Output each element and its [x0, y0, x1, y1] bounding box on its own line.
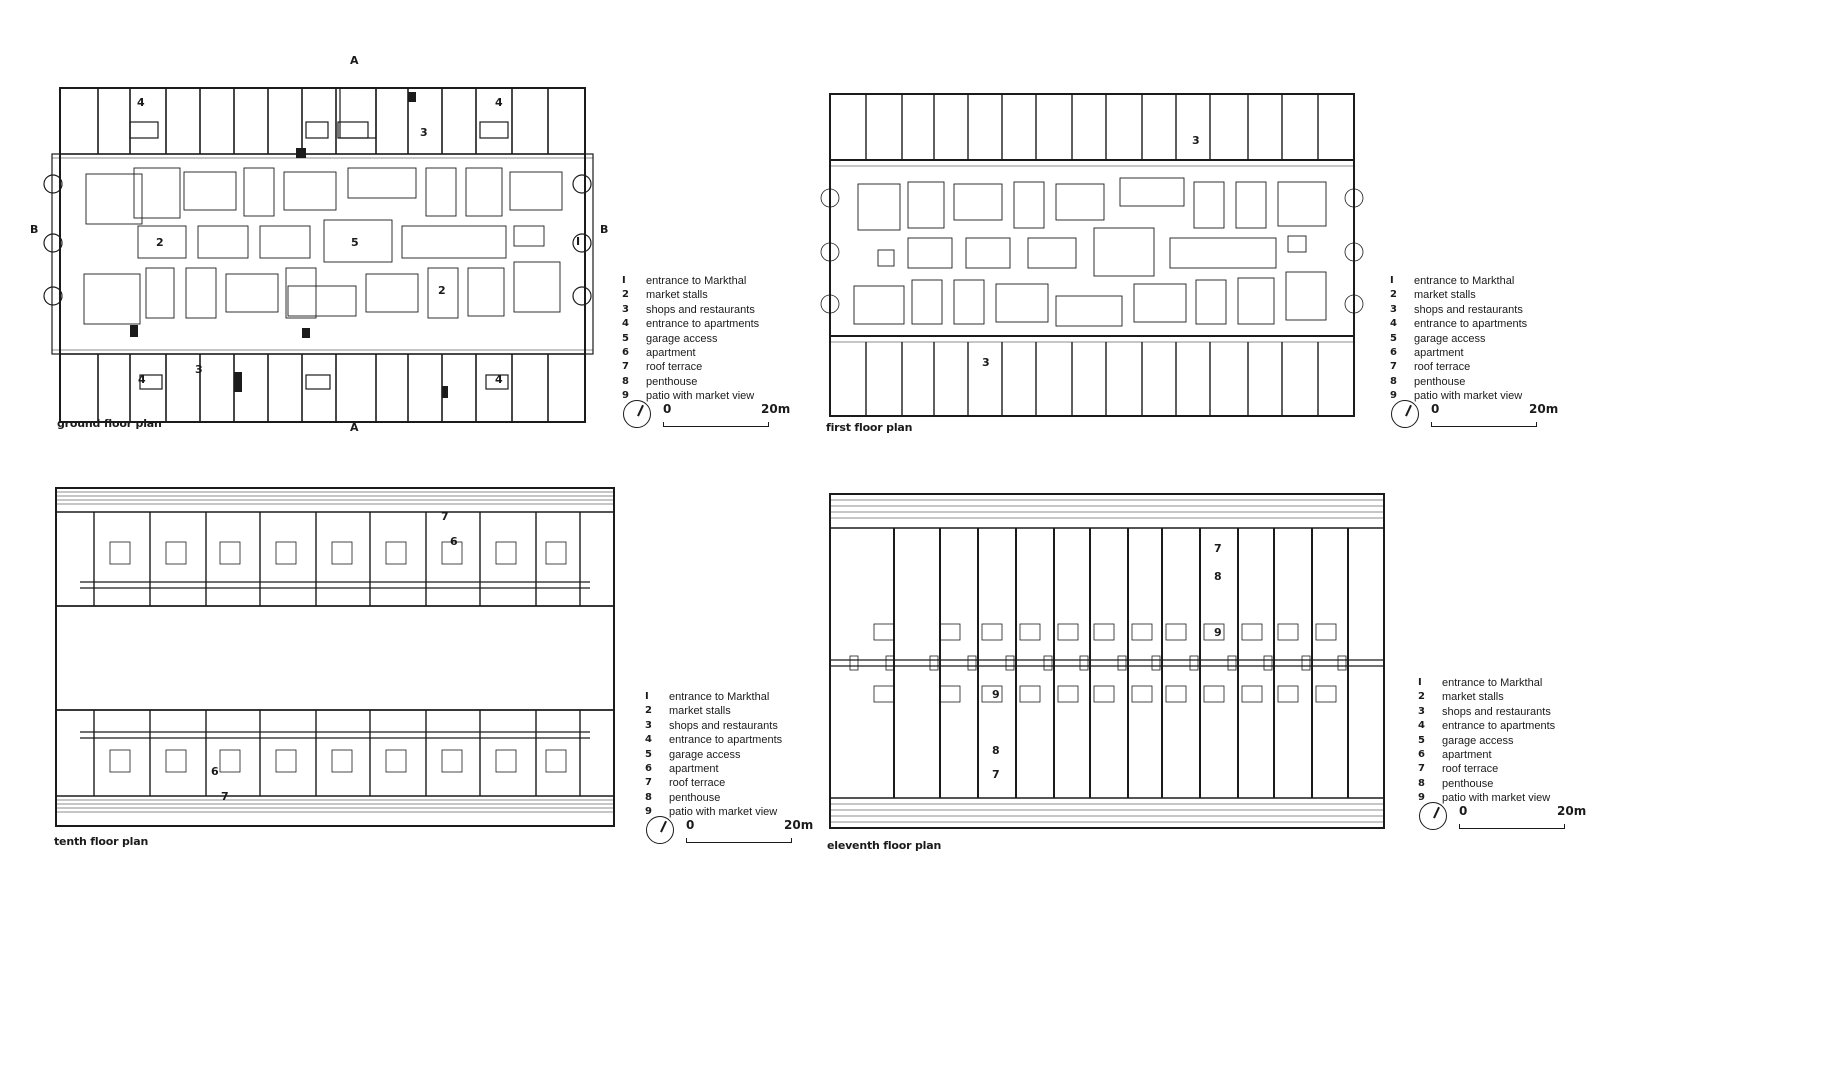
- legend-num: 6: [1390, 347, 1397, 359]
- legend-text: entrance to Markthal: [669, 691, 770, 703]
- legend-num: 7: [645, 777, 652, 789]
- legend-num: 5: [622, 332, 629, 344]
- legend-item: [645, 719, 782, 733]
- first-floor-title: first floor plan: [826, 421, 913, 434]
- legend-text: shops and restaurants: [1442, 705, 1551, 718]
- legend-num: 2: [1390, 289, 1397, 301]
- scale-tenth: [646, 816, 816, 856]
- legend-item: [1418, 690, 1555, 704]
- legend-text: roof terrace: [646, 361, 703, 374]
- tenth-floor-title: tenth floor plan: [54, 835, 149, 848]
- legend-num: 5: [645, 748, 652, 760]
- legend-item: [645, 704, 782, 718]
- legend-text: garage access: [1442, 734, 1514, 747]
- legend-text: garage access: [646, 332, 718, 345]
- legend-item: [622, 375, 759, 389]
- legend-num: 3: [645, 719, 652, 731]
- room-label: 8: [1214, 570, 1222, 583]
- legend-text: shops and restaurants: [1414, 303, 1523, 316]
- scale-bar: [686, 838, 792, 843]
- section-mark-b: B: [30, 223, 39, 236]
- section-mark-a: A: [350, 54, 359, 67]
- scale-max: 20m: [1557, 804, 1587, 818]
- legend-text: entrance to Markthal: [1414, 275, 1515, 287]
- room-label: 9: [992, 688, 1000, 701]
- legend-num: 7: [1390, 361, 1397, 373]
- legend-text: market stalls: [646, 289, 708, 302]
- room-label: 3: [982, 356, 990, 369]
- legend-text: garage access: [1414, 332, 1486, 345]
- legend-item: [1418, 777, 1555, 791]
- legend-text: apartment: [646, 347, 696, 360]
- legend-text: patio with market view: [1442, 792, 1551, 805]
- room-label: 7: [992, 768, 1000, 781]
- legend-num: 9: [645, 806, 652, 818]
- legend-text: penthouse: [646, 375, 698, 388]
- legend-item: [622, 360, 759, 374]
- legend-item: [1418, 762, 1555, 776]
- legend-num: 4: [622, 318, 629, 330]
- room-label: 3: [195, 363, 203, 376]
- legend-text: penthouse: [1442, 777, 1494, 790]
- room-label: I: [576, 235, 581, 248]
- legend-num: 3: [622, 303, 629, 315]
- legend-item: [1390, 360, 1527, 374]
- room-label: 9: [1214, 626, 1222, 639]
- scale-bar: [1431, 422, 1537, 427]
- legend-num: I: [1418, 677, 1422, 688]
- legend-num: 6: [1418, 749, 1425, 761]
- legend-item: [622, 274, 759, 288]
- legend-item: [645, 791, 782, 805]
- scale-zero: 0: [1431, 402, 1440, 416]
- legend-text: penthouse: [669, 791, 721, 804]
- legend-num: I: [622, 275, 626, 286]
- legend-text: patio with market view: [646, 390, 755, 403]
- legend-text: market stalls: [669, 705, 731, 718]
- legend-text: apartment: [1442, 749, 1492, 762]
- legend-item: [1418, 705, 1555, 719]
- scale-zero: 0: [663, 402, 672, 416]
- legend-num: 8: [1390, 375, 1397, 387]
- legend-text: roof terrace: [1442, 763, 1499, 776]
- north-arrow-icon: [623, 400, 651, 428]
- legend-text: entrance to apartments: [669, 734, 783, 747]
- legend-item: [1390, 332, 1527, 346]
- legend-text: garage access: [669, 748, 741, 761]
- legend-num: 7: [1418, 763, 1425, 775]
- legend-num: 6: [645, 763, 652, 775]
- legend-num: 4: [645, 734, 652, 746]
- scale-bar: [663, 422, 769, 427]
- legend-num: 8: [645, 791, 652, 803]
- ground-floor-title: ground floor plan: [57, 417, 162, 430]
- legend-text: shops and restaurants: [669, 719, 778, 732]
- legend-num: 9: [622, 390, 629, 402]
- legend-eleventh: [1418, 676, 1555, 806]
- legend-item: [1418, 676, 1555, 690]
- scale-ground: [623, 400, 793, 440]
- tenth-floor-plan-drawing: [50, 482, 630, 832]
- legend-item: [622, 346, 759, 360]
- legend-num: 9: [1418, 792, 1425, 804]
- north-arrow-icon: [1391, 400, 1419, 428]
- legend-item: [622, 332, 759, 346]
- room-label: 4: [137, 96, 145, 109]
- room-label: 4: [495, 96, 503, 109]
- legend-num: 5: [1390, 332, 1397, 344]
- scale-max: 20m: [761, 402, 791, 416]
- legend-num: 4: [1418, 720, 1425, 732]
- legend-num: I: [1390, 275, 1394, 286]
- scale-eleventh: [1419, 802, 1589, 842]
- legend-text: roof terrace: [1414, 361, 1471, 374]
- section-mark-a: A: [350, 421, 359, 434]
- north-arrow-icon: [646, 816, 674, 844]
- legend-num: 9: [1390, 390, 1397, 402]
- first-floor-plan-drawing: [816, 88, 1376, 428]
- room-label: 7: [221, 790, 229, 803]
- eleventh-floor-plan-drawing: [822, 488, 1392, 833]
- legend-text: shops and restaurants: [646, 303, 755, 316]
- legend-num: 8: [1418, 777, 1425, 789]
- legend-text: entrance to apartments: [1414, 318, 1528, 331]
- legend-num: 2: [645, 705, 652, 717]
- legend-text: entrance to Markthal: [1442, 677, 1543, 689]
- legend-item: [645, 733, 782, 747]
- room-label: 8: [992, 744, 1000, 757]
- legend-item: [1390, 346, 1527, 360]
- legend-item: [645, 690, 782, 704]
- scale-bar: [1459, 824, 1565, 829]
- room-label: 2: [438, 284, 446, 297]
- room-label: 4: [138, 373, 146, 386]
- legend-num: 4: [1390, 318, 1397, 330]
- legend-item: [1418, 734, 1555, 748]
- legend-item: [1390, 375, 1527, 389]
- legend-text: market stalls: [1414, 289, 1476, 302]
- legend-item: [1390, 288, 1527, 302]
- legend-text: penthouse: [1414, 375, 1466, 388]
- legend-num: 7: [622, 361, 629, 373]
- legend-num: 3: [1418, 705, 1425, 717]
- legend-ground: [622, 274, 759, 404]
- legend-text: patio with market view: [1414, 390, 1523, 403]
- legend-item: [645, 762, 782, 776]
- legend-item: [1390, 317, 1527, 331]
- legend-text: roof terrace: [669, 777, 726, 790]
- legend-item: [1390, 303, 1527, 317]
- legend-text: apartment: [1414, 347, 1464, 360]
- legend-item: [1418, 748, 1555, 762]
- legend-item: [1390, 274, 1527, 288]
- legend-text: patio with market view: [669, 806, 778, 819]
- legend-first: [1390, 274, 1527, 404]
- legend-text: apartment: [669, 763, 719, 776]
- legend-item: [1418, 719, 1555, 733]
- legend-num: I: [645, 691, 649, 702]
- legend-text: entrance to apartments: [1442, 720, 1556, 733]
- legend-num: 2: [1418, 691, 1425, 703]
- legend-item: [622, 317, 759, 331]
- legend-num: 3: [1390, 303, 1397, 315]
- legend-num: 8: [622, 375, 629, 387]
- legend-text: entrance to apartments: [646, 318, 760, 331]
- eleventh-floor-title: eleventh floor plan: [827, 839, 942, 852]
- legend-text: market stalls: [1442, 691, 1504, 704]
- room-label: 5: [351, 236, 359, 249]
- room-label: 7: [1214, 542, 1222, 555]
- legend-num: 5: [1418, 734, 1425, 746]
- legend-num: 2: [622, 289, 629, 301]
- room-label: 6: [211, 765, 219, 778]
- room-label: 2: [156, 236, 164, 249]
- legend-item: [645, 776, 782, 790]
- north-arrow-icon: [1419, 802, 1447, 830]
- room-label: 4: [495, 373, 503, 386]
- legend-item: [622, 303, 759, 317]
- room-label: 3: [420, 126, 428, 139]
- legend-item: [622, 288, 759, 302]
- legend-item: [645, 748, 782, 762]
- scale-first: [1391, 400, 1561, 440]
- legend-tenth: [645, 690, 782, 820]
- section-mark-b: B: [600, 223, 609, 236]
- scale-zero: 0: [1459, 804, 1468, 818]
- scale-max: 20m: [1529, 402, 1559, 416]
- scale-zero: 0: [686, 818, 695, 832]
- legend-num: 6: [622, 347, 629, 359]
- room-label: 3: [1192, 134, 1200, 147]
- legend-text: entrance to Markthal: [646, 275, 747, 287]
- scale-max: 20m: [784, 818, 814, 832]
- room-label: 6: [450, 535, 458, 548]
- room-label: 7: [441, 510, 449, 523]
